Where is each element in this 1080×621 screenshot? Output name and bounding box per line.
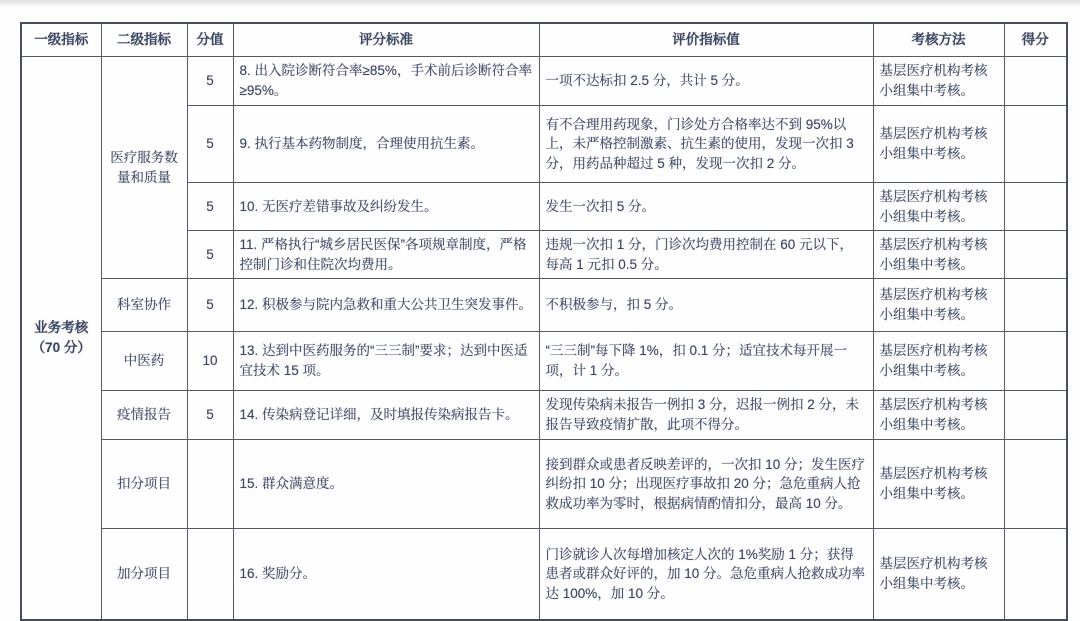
criteria-cell: 11. 严格执行“城乡居民医保”各项规章制度，严格控制门诊和住院次均费用。 [233,231,539,279]
result-cell [1004,391,1067,440]
criteria-cell: 10. 无医疗差错事故及纠纷发生。 [233,183,539,231]
score-cell: 10 [187,332,233,391]
score-cell: 5 [187,279,233,332]
header-value: 评价指标值 [539,23,873,57]
method-cell: 基层医疗机构考核小组集中考核。 [873,279,1004,332]
header-row [21,23,1067,57]
method-cell: 基层医疗机构考核小组集中考核。 [873,231,1004,279]
criteria-cell: 9. 执行基本药物制度，合理使用抗生素。 [233,106,539,183]
level2-cell: 中医药 [101,332,187,391]
level2-cell: 疫情报告 [101,391,187,440]
result-cell [1004,332,1067,391]
criteria-cell: 14. 传染病登记详细，及时填报传染病报告卡。 [233,391,539,440]
result-cell [1004,231,1067,279]
method-cell: 基层医疗机构考核小组集中考核。 [873,440,1004,529]
method-cell: 基层医疗机构考核小组集中考核。 [873,529,1004,621]
level2-cell: 加分项目 [101,529,187,621]
criteria-cell: 16. 奖励分。 [233,529,539,621]
method-cell: 基层医疗机构考核小组集中考核。 [873,183,1004,231]
table-row [21,391,1067,440]
result-cell [1004,440,1067,529]
result-cell [1004,183,1067,231]
score-cell: 5 [187,231,233,279]
header-criteria: 评分标准 [233,23,539,57]
level2-cell: 扣分项目 [101,440,187,529]
value-cell: 门诊就诊人次每增加核定人次的 1%奖励 1 分；获得患者或群众好评的，加 10 分。急危重病人抢救成功率达 100%，加 10 分。 [539,529,873,621]
value-cell: 发现传染病未报告一例扣 3 分，迟报一例扣 2 分，未报告导致疫情扩散，此项不得分。 [539,391,873,440]
header-method: 考核方法 [873,23,1004,57]
score-cell [187,529,233,621]
result-cell [1004,57,1067,106]
method-cell: 基层医疗机构考核小组集中考核。 [873,391,1004,440]
table-row [21,279,1067,332]
header-score: 分值 [187,23,233,57]
score-cell: 5 [187,57,233,106]
level2-cell: 医疗服务数量和质量 [101,57,187,279]
score-cell: 5 [187,183,233,231]
table-row [21,529,1067,621]
score-cell [187,440,233,529]
level1-label-bottom: （70 分） [31,340,91,355]
value-cell: 一项不达标扣 2.5 分，共计 5 分。 [539,57,873,106]
score-cell: 5 [187,106,233,183]
value-cell: 有不合理用药现象，门诊处方合格率达不到 95%以上，未严格控制激素、抗生素的使用，发现一次扣 3 分，用药品种超过 5 种，发现一次扣 2 分。 [539,106,873,183]
method-cell: 基层医疗机构考核小组集中考核。 [873,57,1004,106]
table-row [21,332,1067,391]
criteria-cell: 15. 群众满意度。 [233,440,539,529]
value-cell: 违规一次扣 1 分，门诊次均费用控制在 60 元以下，每高 1 元扣 0.5 分。 [539,231,873,279]
method-cell: 基层医疗机构考核小组集中考核。 [873,332,1004,391]
table-row [21,57,1067,106]
score-cell: 5 [187,391,233,440]
criteria-cell: 12. 积极参与院内急救和重大公共卫生突发事件。 [233,279,539,332]
value-cell: 发生一次扣 5 分。 [539,183,873,231]
header-result: 得分 [1004,23,1067,57]
header-level2: 二级指标 [101,23,187,57]
criteria-cell: 13. 达到中医药服务的“三三制”要求；达到中医适宜技术 15 项。 [233,332,539,391]
header-level1: 一级指标 [21,23,101,57]
result-cell [1004,279,1067,332]
result-cell [1004,106,1067,183]
criteria-cell: 8. 出入院诊断符合率≥85%，手术前后诊断符合率≥95%。 [233,57,539,106]
level1-label-top: 业务考核 [34,320,89,336]
method-cell: 基层医疗机构考核小组集中考核。 [873,106,1004,183]
value-cell: 不积极参与，扣 5 分。 [539,279,873,332]
level1-cell [21,57,101,621]
value-cell: 接到群众或患者反映差评的，一次扣 10 分；发生医疗纠纷扣 10 分；出现医疗事故扣 20 分；急危重病人抢救成功率为零时，根据病情酌情扣分，最高 10 分。 [539,440,873,529]
level2-cell: 科室协作 [101,279,187,332]
result-cell [1004,529,1067,621]
table-row [21,440,1067,529]
assessment-table [20,22,1068,621]
page-edge-shade [0,0,1080,7]
value-cell: “三三制”每下降 1%，扣 0.1 分；适宜技术每开展一项，计 1 分。 [539,332,873,391]
